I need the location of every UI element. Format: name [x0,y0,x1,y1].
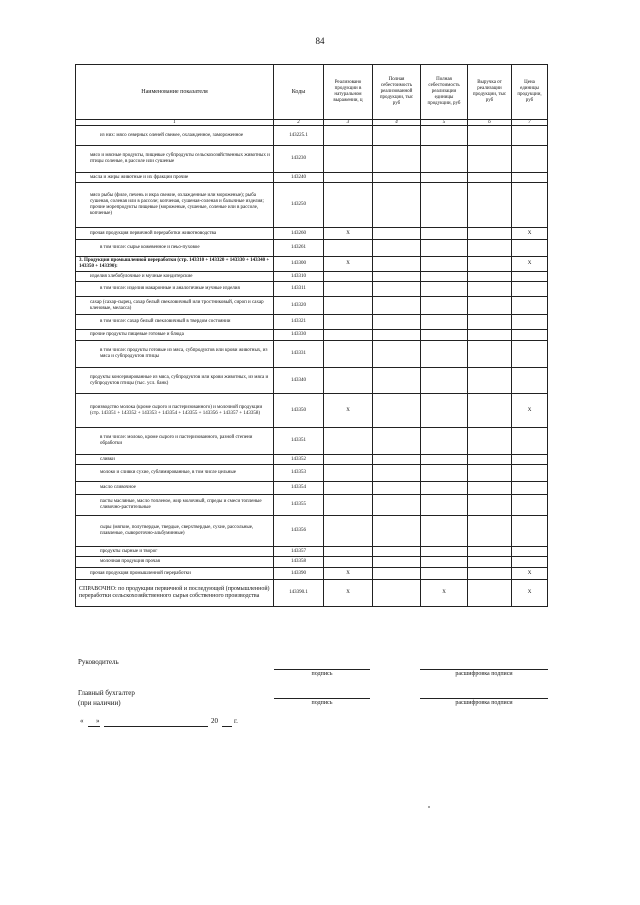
value-cell[interactable] [421,368,468,394]
value-cell[interactable] [512,368,548,394]
value-cell[interactable] [324,240,373,257]
row-code: 143358 [274,557,324,568]
value-cell[interactable] [468,428,512,455]
value-cell[interactable] [421,315,468,330]
value-cell[interactable] [468,297,512,315]
date-close-quote: » [96,717,100,725]
value-cell[interactable] [373,341,421,368]
header-unit-price: Цена единицы продукции, руб [512,65,548,120]
accountant-signature-line[interactable] [274,698,370,699]
value-cell[interactable] [324,428,373,455]
value-cell[interactable] [421,272,468,282]
value-cell[interactable] [373,428,421,455]
row-name: молочная продукция прочая [76,557,274,568]
value-cell[interactable] [324,297,373,315]
row-name: продукты сырные и творог [76,547,274,557]
row-code: 143390 [274,568,324,580]
table-row [76,257,548,272]
accountant-signature-caption: подпись [311,700,333,706]
date-open-quote: « [80,717,84,725]
table-row [76,557,548,568]
value-cell[interactable] [421,126,468,146]
value-cell[interactable] [373,272,421,282]
value-cell[interactable] [468,173,512,183]
value-cell[interactable] [512,557,548,568]
table-row [76,228,548,240]
value-cell[interactable] [468,495,512,516]
value-cell[interactable] [324,341,373,368]
value-cell[interactable] [512,126,548,146]
header-revenue: Выручка от реализации продукции, тыс руб [468,65,512,120]
table-row [76,495,548,516]
value-cell[interactable] [373,465,421,482]
row-name: прочая продукция промышленной переработки [76,568,274,580]
row-code: 143330 [274,330,324,341]
value-cell[interactable] [324,183,373,228]
value-cell[interactable] [512,455,548,465]
row-name: изделия хлебобулочные и мучные кондитерские [76,272,274,282]
value-cell[interactable] [421,341,468,368]
head-signature-caption: подпись [311,671,333,677]
table-row [76,580,548,607]
value-cell[interactable] [512,173,548,183]
table-row [76,183,548,228]
not-applicable-mark: X [512,257,548,272]
column-number-6: 6 [468,120,512,126]
value-cell[interactable] [512,146,548,173]
row-code: 143356 [274,516,324,547]
value-cell[interactable] [324,173,373,183]
date-suffix: г. [234,717,238,725]
header-codes: Коды [274,65,324,120]
value-cell[interactable] [468,341,512,368]
not-applicable-mark: X [324,580,373,607]
not-applicable-mark: X [324,394,373,428]
not-applicable-mark: X [324,568,373,580]
value-cell[interactable] [468,394,512,428]
value-cell[interactable] [512,282,548,297]
not-applicable-mark: X [324,228,373,240]
value-cell[interactable] [373,330,421,341]
chief-accountant-label: Главный бухгалтер [78,689,135,697]
value-cell[interactable] [324,146,373,173]
column-number-3: 3 [324,120,373,126]
value-cell[interactable] [421,183,468,228]
value-cell[interactable] [468,368,512,394]
not-applicable-mark: X [512,394,548,428]
value-cell[interactable] [324,368,373,394]
header-sold-volume: Реализовано продукции в натуральном выражении, ц [324,65,373,120]
row-code: 143321 [274,315,324,330]
value-cell[interactable] [373,146,421,173]
accountant-decoding-caption: расшифровка подписи [455,700,513,706]
row-code: 143350 [274,394,324,428]
value-cell[interactable] [373,547,421,557]
value-cell[interactable] [373,568,421,580]
row-code: 143240 [274,173,324,183]
value-cell[interactable] [468,282,512,297]
value-cell[interactable] [468,228,512,240]
row-name: в том числе: сырье кожевенное и пеьо-пуховое [76,240,274,257]
table-row [76,455,548,465]
row-name: мясо рыбы (филе, печень и икра свежие, охлажденные или мороженые); рыба сушеная, соленая или в рассоле; копченая, сушеная-соленая и балычные изделия; прочие морепродукты пищевые (мороженые, сушеные, соленые или в рассоле, копченые) [76,183,274,228]
row-name: продукты консервированные из мяса, субпродуктов или крови животных, из мяса и субпродуктов птицы (тыс. усл. банк) [76,368,274,394]
accountant-decoding-line[interactable] [420,698,548,699]
value-cell[interactable] [324,465,373,482]
row-code: 143351 [274,428,324,455]
not-applicable-mark: X [421,580,468,607]
row-name: в том числе: продукты готовые из мяса, субпродуктов или крови животных, из мяса и субпродуктов птицы [76,341,274,368]
value-cell[interactable] [421,240,468,257]
value-cell[interactable] [468,580,512,607]
not-applicable-mark: X [512,568,548,580]
row-name: в том числе: сахар белый свекловичный в твердом состоянии [76,315,274,330]
table-row [76,272,548,282]
column-number-4: 4 [373,120,421,126]
value-cell[interactable] [512,240,548,257]
table-row [76,282,548,297]
value-cell[interactable] [373,368,421,394]
value-cell[interactable] [373,183,421,228]
row-code: 143357 [274,547,324,557]
value-cell[interactable] [421,282,468,297]
table-row [76,240,548,257]
value-cell[interactable] [512,272,548,282]
value-cell[interactable] [421,146,468,173]
table-row [76,126,548,146]
value-cell[interactable] [512,183,548,228]
head-signature-line[interactable] [274,669,370,670]
value-cell[interactable] [512,330,548,341]
table-row [76,173,548,183]
row-name: из них: мясо северных оленей свежее, охлажденное, замороженное [76,126,274,146]
row-code: 143230 [274,146,324,173]
value-cell[interactable] [421,568,468,580]
value-cell[interactable] [512,482,548,495]
column-number-7: 7 [512,120,548,126]
scan-speck [428,806,430,808]
value-cell[interactable] [324,547,373,557]
table-row [76,428,548,455]
table-row [76,330,548,341]
value-cell[interactable] [373,516,421,547]
value-cell[interactable] [512,495,548,516]
value-cell[interactable] [324,126,373,146]
row-name: в том числе: молоко, кроме сырого и пастеризованного, разной степени обработки [76,428,274,455]
table-row [76,568,548,580]
value-cell[interactable] [373,580,421,607]
value-cell[interactable] [324,482,373,495]
table-row [76,315,548,330]
row-name: молоко и сливки сухие, сублимированные, в том числе цельные [76,465,274,482]
row-code: 143260 [274,228,324,240]
table-row [76,482,548,495]
value-cell[interactable] [512,297,548,315]
head-decoding-caption: расшифровка подписи [455,671,513,677]
value-cell[interactable] [468,455,512,465]
header-full-cost: Полная себестоимость реализованной продукции, тыс руб [373,65,421,120]
row-code: 143340 [274,368,324,394]
value-cell[interactable] [421,482,468,495]
row-code: 143310 [274,272,324,282]
row-code: 143311 [274,282,324,297]
not-applicable-mark: X [512,228,548,240]
row-code: 143390.1 [274,580,324,607]
value-cell[interactable] [421,173,468,183]
row-name: в том числе: изделия макаронные и аналогичные мучные изделия [76,282,274,297]
value-cell[interactable] [373,297,421,315]
value-cell[interactable] [468,146,512,173]
not-applicable-mark: X [512,580,548,607]
row-name: мясо и мясные продукты, пищевые субпродукты сельскохозяйственных животных и птицы соленые, в рассоле или сушеные [76,146,274,173]
value-cell[interactable] [324,315,373,330]
value-cell[interactable] [468,547,512,557]
value-cell[interactable] [373,257,421,272]
table-row [76,547,548,557]
row-name: сливки [76,455,274,465]
table-row [76,394,548,428]
value-cell[interactable] [468,568,512,580]
row-code: 143352 [274,455,324,465]
value-cell[interactable] [421,547,468,557]
row-code: 143353 [274,465,324,482]
column-number-2: 2 [274,120,324,126]
row-name: производство молока (кроме сырого и пастеризованного) и молочной продукции (стр. 143351 + 143352 + 143353 + 143354 + 143355 + 143356 + 143357 + 143358) [76,394,274,428]
value-cell[interactable] [373,240,421,257]
header-name: Наименование показателя [76,65,274,120]
value-cell[interactable] [373,495,421,516]
page-number: 84 [315,36,325,46]
row-name: масла и жиры животные и их фракции прочие [76,173,274,183]
value-cell[interactable] [324,272,373,282]
row-name: прочие продукты пищевые готовые и блюда [76,330,274,341]
value-cell[interactable] [512,341,548,368]
table-row [76,341,548,368]
table-row [76,465,548,482]
value-cell[interactable] [421,495,468,516]
value-cell[interactable] [373,173,421,183]
row-code: 143225.1 [274,126,324,146]
value-cell[interactable] [373,557,421,568]
value-cell[interactable] [373,228,421,240]
column-number-5: 5 [421,120,468,126]
value-cell[interactable] [324,455,373,465]
value-cell[interactable] [468,183,512,228]
value-cell[interactable] [421,557,468,568]
date-month-line[interactable] [104,726,208,727]
value-cell[interactable] [468,330,512,341]
value-cell[interactable] [421,257,468,272]
row-name: сахар (сахар-сырец, сахар белый свекловичный или тростниковый, сироп и сахар кленовые, меласса) [76,297,274,315]
header-unit-cost: Полная себестоимость реализации единицы продукции, руб [421,65,468,120]
row-code: 143354 [274,482,324,495]
value-cell[interactable] [373,315,421,330]
date-year-line[interactable] [222,726,232,727]
value-cell[interactable] [468,126,512,146]
value-cell[interactable] [324,330,373,341]
value-cell[interactable] [468,465,512,482]
not-applicable-mark: X [324,257,373,272]
value-cell[interactable] [324,495,373,516]
value-cell[interactable] [373,455,421,465]
value-cell[interactable] [421,394,468,428]
column-number-1: 1 [76,120,274,126]
row-name: масло сливочное [76,482,274,495]
production-table [75,64,548,607]
row-name: СПРАВОЧНО: по продукции первичной и последующей (промышленной) переработки сельскохозяйственного сырья собственного производства [76,580,274,607]
value-cell[interactable] [421,297,468,315]
table-row [76,368,548,394]
value-cell[interactable] [324,282,373,297]
value-cell[interactable] [468,240,512,257]
value-cell[interactable] [468,272,512,282]
value-cell[interactable] [421,455,468,465]
value-cell[interactable] [324,557,373,568]
value-cell[interactable] [512,516,548,547]
value-cell[interactable] [373,394,421,428]
row-name: прочая продукция первичной переработки животноводства [76,228,274,240]
row-code: 143331 [274,341,324,368]
row-name: 3. Продукция промышленной переработки (стр. 143310 + 143320 + 143330 + 143340 + 143350 + 143390): [76,257,274,272]
value-cell[interactable] [421,465,468,482]
row-code: 143355 [274,495,324,516]
head-label: Руководитель [78,658,119,666]
row-name: сыры (мягкие, полутвердые, твердые, сверхтвердые, сухие, рассольные, плавленые, сывороточно-альбуминные) [76,516,274,547]
chief-accountant-sub: (при наличии) [78,699,121,707]
value-cell[interactable] [512,547,548,557]
value-cell[interactable] [421,516,468,547]
row-code: 143300 [274,257,324,272]
table-row [76,516,548,547]
row-code: 143250 [274,183,324,228]
head-decoding-line[interactable] [420,669,548,670]
value-cell[interactable] [468,516,512,547]
value-cell[interactable] [468,557,512,568]
value-cell[interactable] [373,482,421,495]
table-row [76,146,548,173]
value-cell[interactable] [421,330,468,341]
value-cell[interactable] [512,428,548,455]
row-code: 143320 [274,297,324,315]
value-cell[interactable] [421,228,468,240]
value-cell[interactable] [468,315,512,330]
value-cell[interactable] [468,482,512,495]
value-cell[interactable] [373,282,421,297]
value-cell[interactable] [421,428,468,455]
value-cell[interactable] [373,126,421,146]
value-cell[interactable] [512,465,548,482]
value-cell[interactable] [512,315,548,330]
date-day-line[interactable] [88,726,100,727]
row-name: пасты масляные, масло топленое, жир молочный, спреды и смеси топленые сливочно-растительные [76,495,274,516]
date-year: 20 [211,717,218,725]
row-code: 143261 [274,240,324,257]
table-row [76,297,548,315]
value-cell[interactable] [324,516,373,547]
value-cell[interactable] [468,257,512,272]
